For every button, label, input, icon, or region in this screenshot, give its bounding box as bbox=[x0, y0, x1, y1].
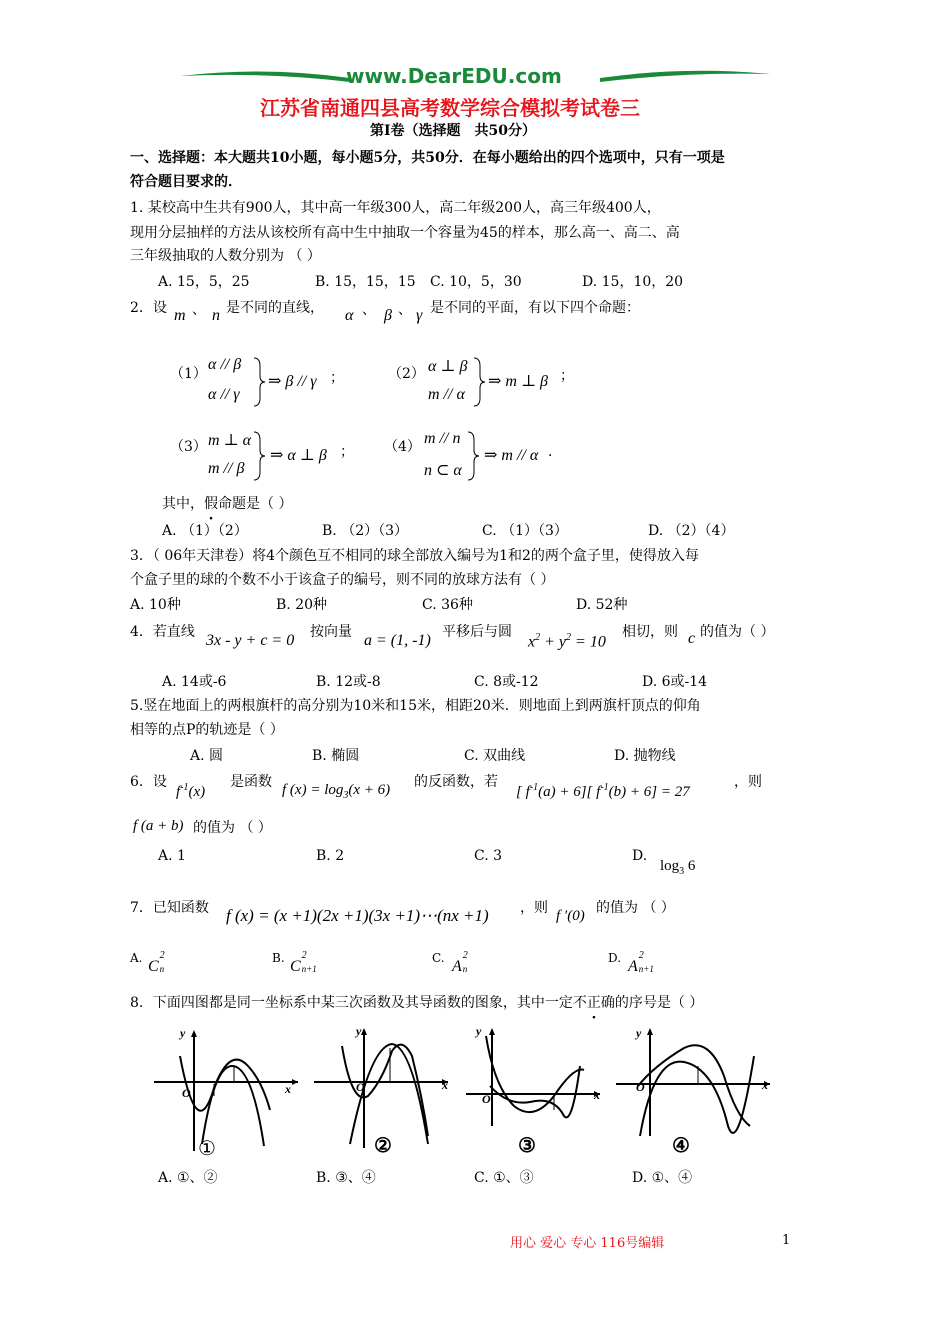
q8-graph-4-y-label: y bbox=[636, 1026, 642, 1040]
q2-option-a[interactable]: A. （1）（2） bbox=[162, 523, 248, 539]
q8-graph-1 bbox=[152, 1026, 302, 1161]
site-url[interactable]: www.DearEDU.com bbox=[346, 64, 562, 88]
q2-p4-label: （4） bbox=[384, 439, 421, 455]
section-heading-line2: 符合题目要求的． bbox=[130, 174, 242, 190]
q7-mid: ，则 bbox=[520, 900, 548, 916]
q2-p1-bottom: α // γ bbox=[208, 386, 240, 403]
q7-label-c[interactable]: C. bbox=[432, 951, 445, 965]
q2-p4-brace bbox=[466, 430, 480, 482]
q3-option-d[interactable]: D. 52种 bbox=[576, 597, 628, 613]
q2-p3-label: （3） bbox=[170, 439, 207, 455]
q2-option-d[interactable]: D. （2）（4） bbox=[648, 523, 735, 539]
q2-p2-result: ⇒ m ⊥ β bbox=[488, 373, 548, 390]
q8-graph-2-label: ② bbox=[374, 1133, 392, 1157]
q4-pre: 4．若直线 bbox=[130, 624, 195, 640]
q2-p4-result: ⇒ m // α bbox=[484, 447, 539, 464]
q8-graph-4-origin: O bbox=[636, 1080, 645, 1094]
q8-graph-3-x-label: x bbox=[594, 1088, 600, 1102]
q1-option-a[interactable]: A. 15，5，25 bbox=[158, 274, 250, 290]
q2-p3-result: ⇒ α ⊥ β bbox=[270, 447, 327, 464]
page-subtitle: 第Ⅰ卷（选择题 共50分） bbox=[370, 123, 537, 139]
q7-option-b[interactable]: C 2 n+1 bbox=[290, 950, 317, 975]
q8-graph-1-x-label: x bbox=[285, 1082, 291, 1096]
q2-p1-end: ； bbox=[330, 370, 344, 386]
q8-stem: 8．下面四图都是同一坐标系中某三次函数及其导函数的图象，其中一定不正确的序号是（ ） bbox=[130, 995, 704, 1011]
q4-option-b[interactable]: B. 12或-8 bbox=[316, 674, 381, 690]
q6-line2-expr: f (a + b) bbox=[133, 818, 184, 834]
q4-option-a[interactable]: A. 14或-6 bbox=[162, 674, 227, 690]
q8-option-d[interactable]: D. ①、④ bbox=[632, 1170, 693, 1186]
q2-option-c[interactable]: C. （1）（3） bbox=[482, 523, 568, 539]
q1-line2: 现用分层抽样的方法从该校所有高中生中抽取一个容量为45的样本，那么高一、高二、高 bbox=[130, 225, 680, 241]
q7-label-a[interactable]: A. bbox=[130, 951, 143, 965]
q8-graph-1-y-label: y bbox=[180, 1026, 186, 1040]
q8-graph-2-y-label: y bbox=[356, 1024, 362, 1038]
q8-graph-3-y-label: y bbox=[476, 1024, 482, 1038]
q8-graph-3-origin: O bbox=[482, 1092, 491, 1106]
q5-option-a[interactable]: A. 圆 bbox=[190, 748, 224, 764]
q3-option-a[interactable]: A. 10种 bbox=[130, 597, 181, 613]
q2-p2-label: （2） bbox=[388, 366, 425, 382]
q6-option-d-expr: $\log_3 6$ bbox=[660, 858, 696, 877]
q2-var-m: m bbox=[174, 307, 186, 324]
q2-p3-end: ； bbox=[340, 444, 354, 460]
q4-post: 的值为（ ） bbox=[700, 624, 775, 640]
q8-graph-4-label: ④ bbox=[672, 1133, 690, 1157]
q1-line3: 三年级抽取的人数分别为 （ ） bbox=[130, 248, 321, 264]
q8-graph-4-x-label: x bbox=[762, 1078, 768, 1092]
q1-option-d[interactable]: D. 15，10，20 bbox=[582, 274, 684, 290]
q6-func: f $(x) = \log_3(x + 6)$ bbox=[282, 782, 391, 801]
q5-option-c[interactable]: C. 双曲线 bbox=[464, 748, 526, 764]
q5-option-b[interactable]: B. 椭圆 bbox=[312, 748, 360, 764]
q8-graph-3-label: ③ bbox=[518, 1133, 536, 1157]
q2-p1-label: （1） bbox=[170, 366, 207, 382]
q2-var-alpha: α bbox=[345, 307, 354, 324]
q8-graph-2-origin: O bbox=[356, 1080, 365, 1094]
q7-post: 的值为 （ ） bbox=[596, 900, 675, 916]
q2-p4-bottom: n ⊂ α bbox=[424, 462, 462, 479]
q4-circle: $x^2 + y^2 = 10$ bbox=[528, 632, 606, 651]
q2-var-gamma: γ bbox=[416, 307, 423, 324]
q2-stem-c: 是不同的平面，有以下四个命题： bbox=[430, 300, 640, 316]
q5-line2: 相等的点P的轨迹是（ ） bbox=[130, 722, 284, 738]
q1-option-b[interactable]: B. 15，15，15 bbox=[315, 274, 416, 290]
q6-post: ，则 bbox=[734, 774, 762, 790]
q2-p1-brace bbox=[252, 356, 266, 408]
q8-option-c[interactable]: C. ①、③ bbox=[474, 1170, 534, 1186]
q2-sep-2: 、 bbox=[362, 302, 376, 318]
q2-option-b[interactable]: B. （2）（3） bbox=[322, 523, 409, 539]
q5-option-d[interactable]: D. 抛物线 bbox=[614, 748, 676, 764]
q1-option-c[interactable]: C. 10，5，30 bbox=[430, 274, 522, 290]
q6-mid1: 是函数 bbox=[230, 774, 272, 790]
q8-option-b[interactable]: B. ③、④ bbox=[316, 1170, 376, 1186]
footer-text: 用心 爱心 专心 116号编辑 bbox=[510, 1236, 665, 1251]
q5-line1: 5.竖在地面上的两根旗杆的高分别为10米和15米，相距20米．则地面上到两旗杆顶点的仰角 bbox=[130, 698, 701, 714]
q2-p2-top: α ⊥ β bbox=[428, 358, 468, 375]
q8-graph-1-label: ① bbox=[198, 1136, 216, 1160]
q2-p3-bottom: m // β bbox=[208, 460, 245, 477]
q8-option-a[interactable]: A. ①、② bbox=[158, 1170, 218, 1186]
q3-option-b[interactable]: B. 20种 bbox=[276, 597, 328, 613]
q2-sep-3: 、 bbox=[398, 302, 412, 318]
q2-p2-bottom: m // α bbox=[428, 386, 465, 403]
q2-p1-result: ⇒ β // γ bbox=[268, 373, 317, 390]
q7-option-c[interactable]: A 2 n bbox=[452, 950, 468, 975]
q6-finv: $f^{-1}(x)$ bbox=[176, 782, 206, 800]
q2-stem-b: 是不同的直线， bbox=[226, 300, 324, 316]
q6-option-d[interactable]: D. bbox=[632, 848, 648, 864]
q2-p3-top: m ⊥ α bbox=[208, 432, 251, 449]
q2-var-n: n bbox=[212, 307, 220, 324]
q4-option-d[interactable]: D. 6或-14 bbox=[642, 674, 708, 690]
q8-graph-2-x-label: x bbox=[442, 1078, 448, 1092]
q4-option-c[interactable]: C. 8或-12 bbox=[474, 674, 539, 690]
q3-line2: 个盒子里的球的个数不小于该盒子的编号，则不同的放球方法有（ ） bbox=[130, 572, 555, 588]
q2-p4-end: ． bbox=[548, 444, 562, 460]
q2-p4-top: m // n bbox=[424, 430, 461, 447]
q4-mid2: 平移后与圆 bbox=[442, 624, 512, 640]
q4-mid1: 按向量 bbox=[310, 624, 352, 640]
page-number: 1 bbox=[782, 1233, 791, 1248]
q4-vector: a = (1, -1) bbox=[364, 632, 431, 649]
q6-cond: [ $f^{-1}(a) + 6$][ $f^{-1}(b) + 6] = 27$ bbox=[516, 782, 690, 800]
q7-label-b[interactable]: B. bbox=[272, 951, 285, 965]
q2-p2-brace bbox=[472, 356, 486, 408]
q6-option-a[interactable]: A. 1 bbox=[158, 848, 186, 864]
q2-question: 其中，假命题是（ ） bbox=[162, 496, 293, 512]
page-title: 江苏省南通四县高考数学综合模拟考试卷三 bbox=[260, 96, 640, 120]
q2-p3-brace bbox=[252, 430, 266, 482]
q4-line-eq: 3x - y + c = 0 bbox=[206, 632, 295, 649]
q1-line1: 1. 某校高中生共有900人，其中高一年级300人，高二年级200人，高三年级400人， bbox=[130, 200, 661, 216]
q8-graph-1-origin: O bbox=[182, 1086, 191, 1100]
q2-sep-1: 、 bbox=[192, 302, 206, 318]
q7-option-a[interactable]: C 2 n bbox=[148, 950, 165, 975]
q6-pre: 6．设 bbox=[130, 774, 167, 790]
q6-mid2: 的反函数，若 bbox=[414, 774, 498, 790]
q2-p2-end: ； bbox=[560, 368, 574, 384]
q2-var-beta: β bbox=[384, 307, 392, 324]
q3-option-c[interactable]: C. 36种 bbox=[422, 597, 473, 613]
q7-option-d[interactable]: A 2 n+1 bbox=[628, 950, 654, 975]
section-heading-line1: 一、选择题：本大题共10小题，每小题5分，共50分．在每小题给出的四个选项中，只有一项是 bbox=[130, 150, 725, 166]
q3-line1: 3．（ 06年天津卷）将4个颜色互不相同的球全部放入编号为1和2的两个盒子里，使得放入每 bbox=[130, 548, 699, 564]
q7-pre: 7．已知函数 bbox=[130, 900, 209, 916]
q2-p1-top: α // β bbox=[208, 356, 242, 373]
q2-stem-a: 2．设 bbox=[130, 300, 167, 316]
q4-var-c: c bbox=[688, 630, 696, 647]
q6-option-b[interactable]: B. 2 bbox=[316, 848, 345, 864]
q4-mid3: 相切，则 bbox=[622, 624, 678, 640]
q7-deriv: f ′(0) bbox=[556, 908, 585, 924]
q7-label-d[interactable]: D. bbox=[608, 951, 622, 965]
q7-expr: f (x) = (x +1)(2x +1)(3x +1)⋯(nx +1) bbox=[226, 906, 489, 925]
q6-option-c[interactable]: C. 3 bbox=[474, 848, 503, 864]
q6-line2-text: 的值为 （ ） bbox=[193, 820, 272, 836]
